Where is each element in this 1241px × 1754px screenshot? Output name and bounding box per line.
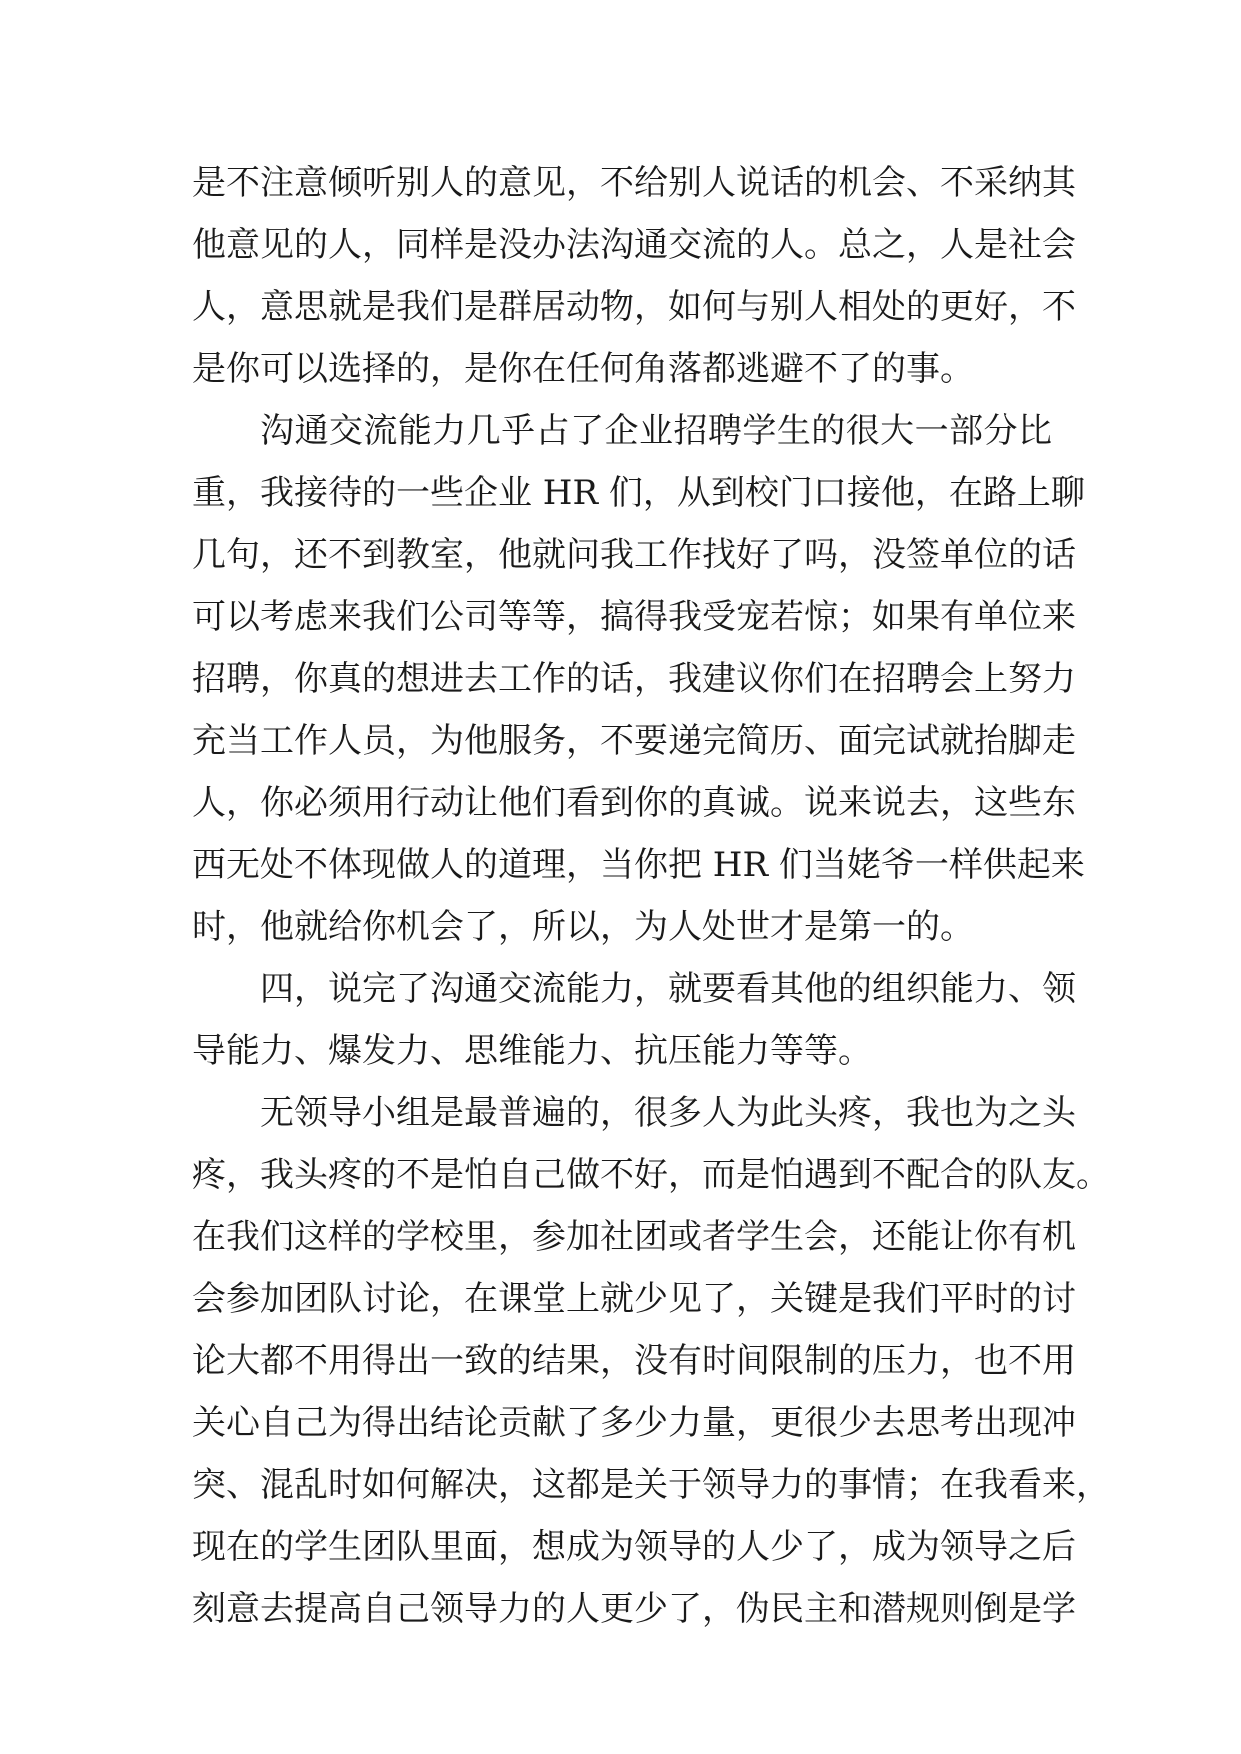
text-line: 他意见的人，同样是没办法沟通交流的人。总之，人是社会 bbox=[192, 225, 1076, 265]
text-line: 论大都不用得出一致的结果，没有时间限制的压力，也不用 bbox=[192, 1341, 1076, 1381]
text-line: 人，意思就是我们是群居动物，如何与别人相处的更好，不 bbox=[192, 287, 1076, 327]
text-line: 关心自己为得出结论贡献了多少力量，更很少去思考出现冲 bbox=[192, 1403, 1076, 1443]
text-line: 刻意去提高自己领导力的人更少了，伪民主和潜规则倒是学 bbox=[192, 1589, 1076, 1629]
body-text bbox=[192, 152, 1110, 1640]
text-line: 会参加团队讨论，在课堂上就少见了，关键是我们平时的讨 bbox=[192, 1279, 1076, 1319]
text-line: 沟通交流能力几乎占了企业招聘学生的很大一部分比 bbox=[260, 411, 1052, 451]
text-line: 四，说完了沟通交流能力，就要看其他的组织能力、领 bbox=[260, 969, 1076, 1009]
text-line: 在我们这样的学校里，参加社团或者学生会，还能让你有机 bbox=[192, 1217, 1076, 1257]
text-line: 时，他就给你机会了，所以，为人处世才是第一的。 bbox=[192, 907, 974, 947]
text-line: 无领导小组是最普遍的，很多人为此头疼，我也为之头 bbox=[260, 1093, 1076, 1133]
text-line: 突、混乱时如何解决，这都是关于领导力的事情；在我看来， bbox=[192, 1465, 1110, 1505]
text-line: 招聘，你真的想进去工作的话，我建议你们在招聘会上努力 bbox=[192, 659, 1076, 699]
text-line: 几句，还不到教室，他就问我工作找好了吗，没签单位的话 bbox=[192, 535, 1076, 575]
text-line: 重，我接待的一些企业 HR 们，从到校门口接他，在路上聊 bbox=[192, 473, 1085, 513]
text-line: 导能力、爆发力、思维能力、抗压能力等等。 bbox=[192, 1031, 872, 1071]
text-line: 是你可以选择的，是你在任何角落都逃避不了的事。 bbox=[192, 349, 974, 389]
text-line: 人，你必须用行动让他们看到你的真诚。说来说去，这些东 bbox=[192, 783, 1076, 823]
text-line: 疼，我头疼的不是怕自己做不好，而是怕遇到不配合的队友。 bbox=[192, 1155, 1110, 1195]
text-line: 可以考虑来我们公司等等，搞得我受宠若惊；如果有单位来 bbox=[192, 597, 1076, 637]
text-line: 是不注意倾听别人的意见，不给别人说话的机会、不采纳其 bbox=[192, 163, 1076, 203]
text-line: 充当工作人员，为他服务，不要递完简历、面完试就抬脚走 bbox=[192, 721, 1076, 761]
text-line: 现在的学生团队里面，想成为领导的人少了，成为领导之后 bbox=[192, 1527, 1076, 1567]
text-line: 西无处不体现做人的道理，当你把 HR 们当姥爷一样供起来 bbox=[192, 845, 1085, 885]
